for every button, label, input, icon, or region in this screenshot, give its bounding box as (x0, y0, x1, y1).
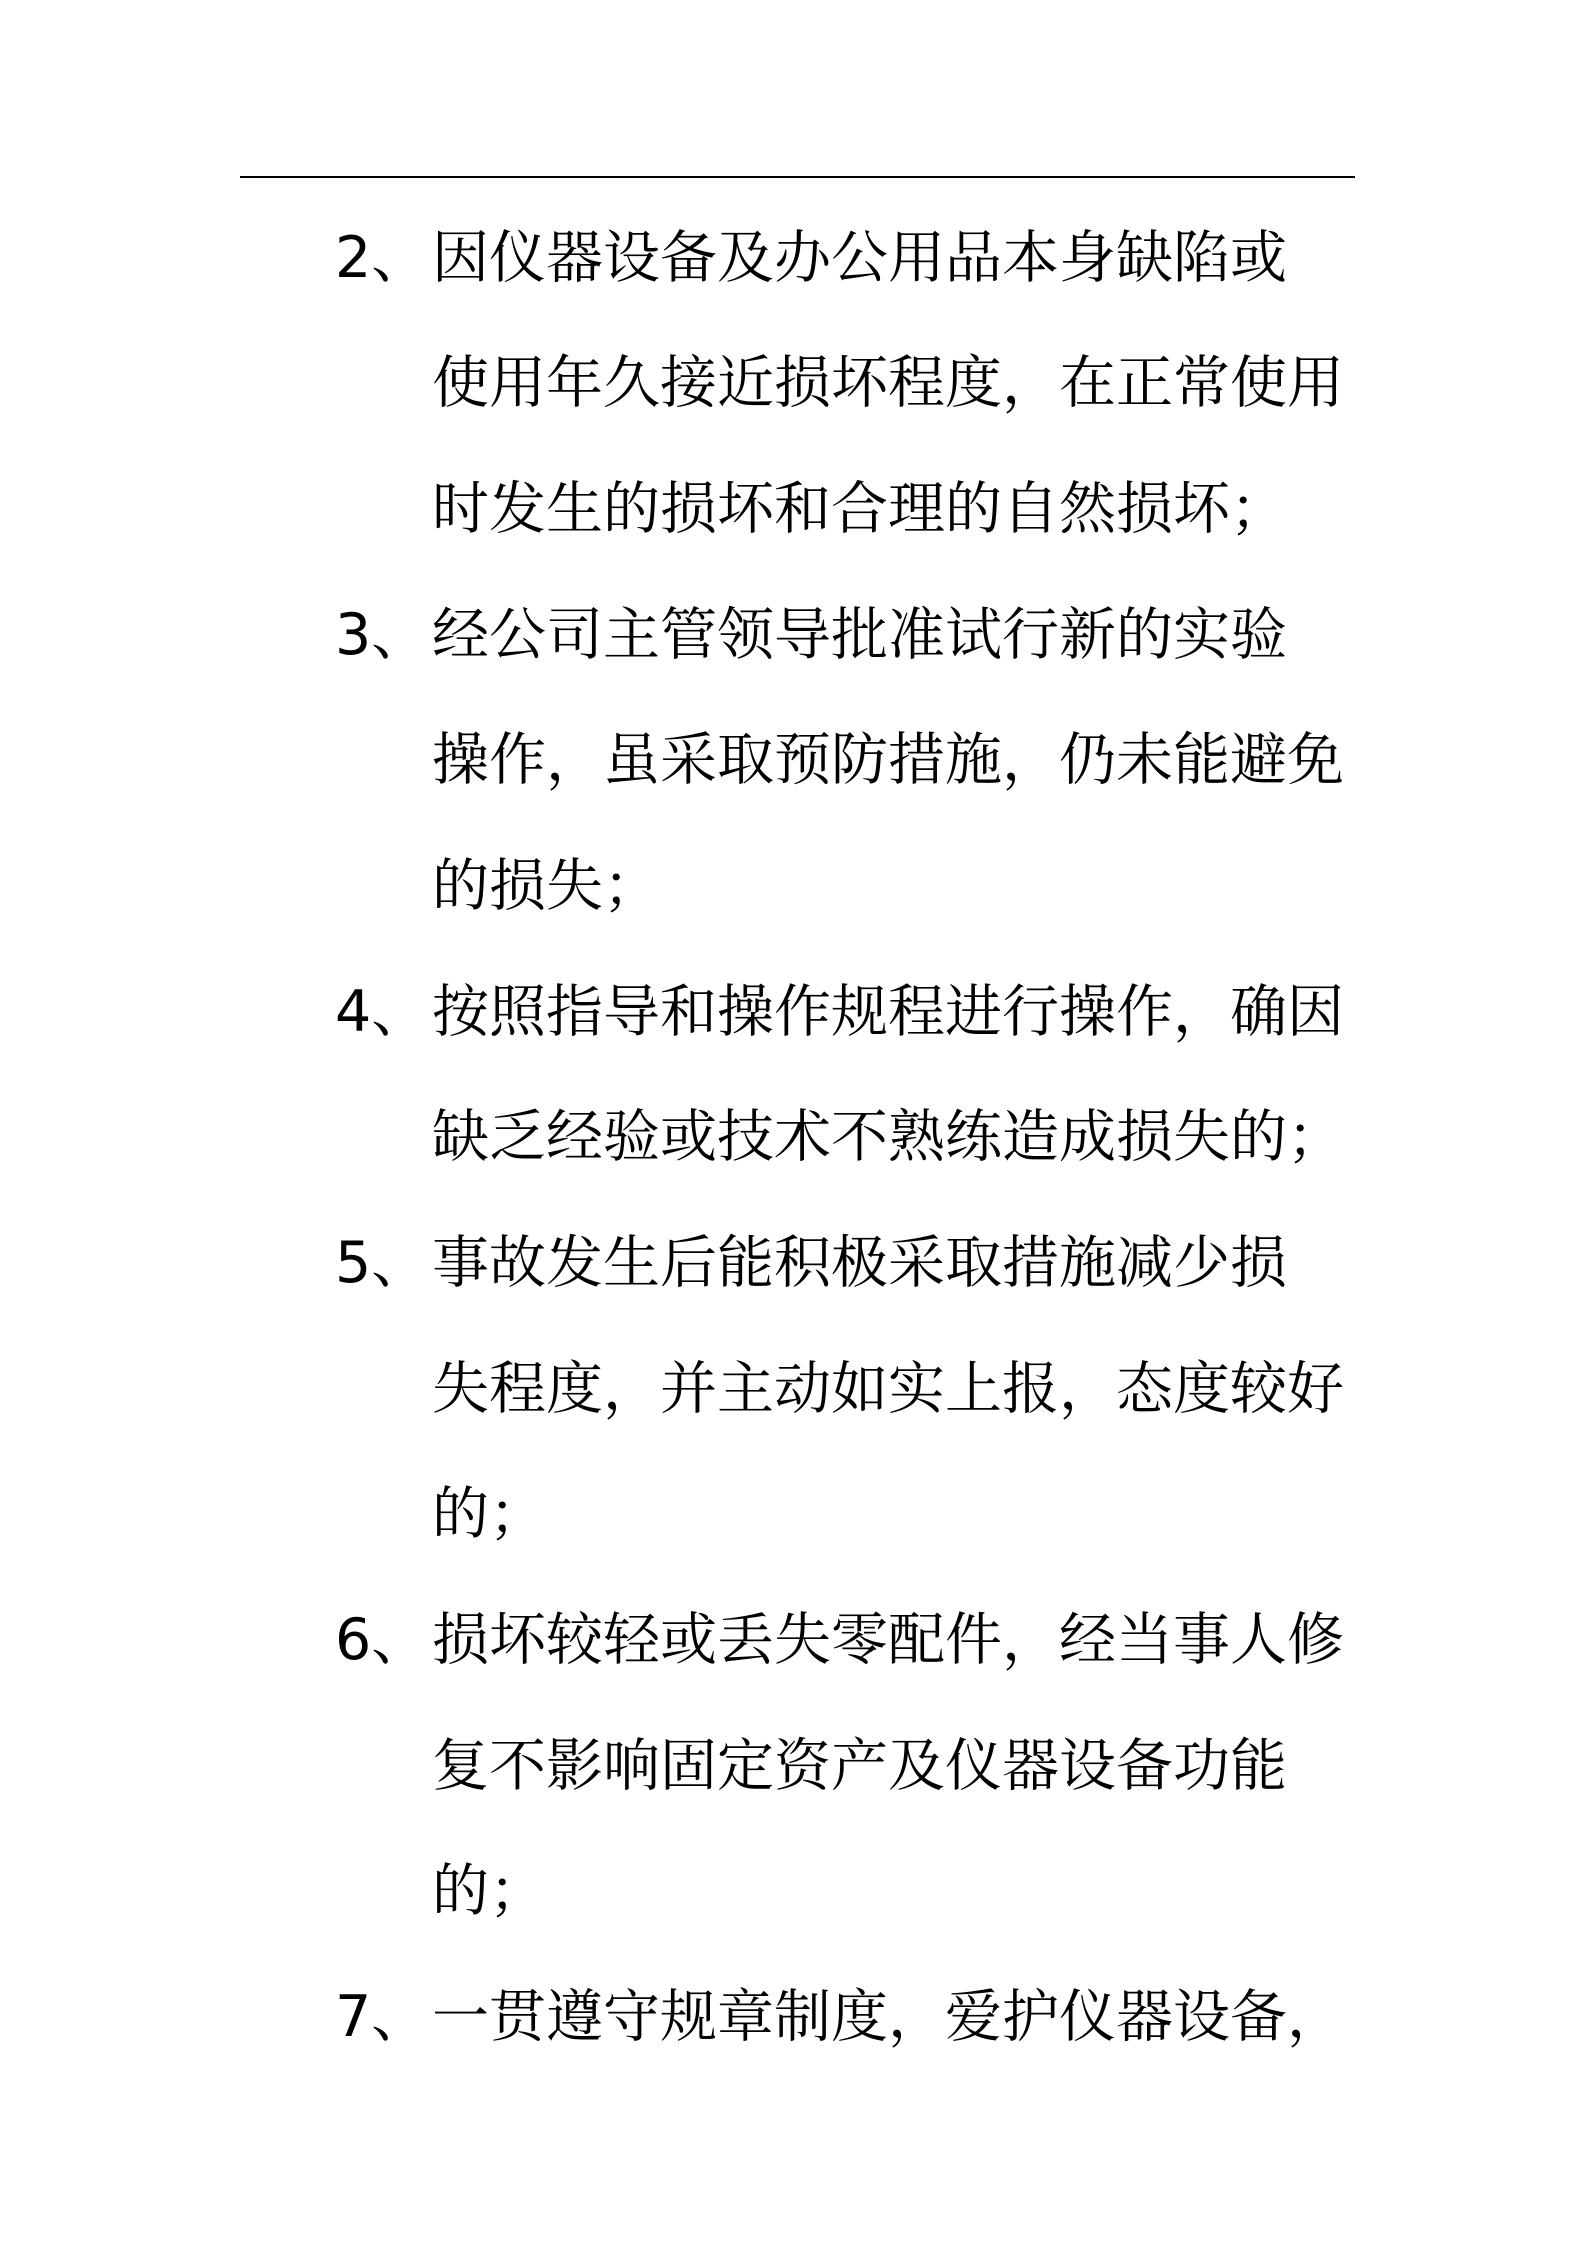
item-text-line: 缺乏经验或技术不熟练造成损失的； (432, 1104, 1344, 1170)
item-text-line: 的； (432, 1481, 546, 1547)
item-text-line: 事故发生后能积极采取措施减少损 (432, 1230, 1287, 1296)
item-number: 6、 (335, 1607, 429, 1673)
item-text-line: 使用年久接近损坏程度，在正常使用 (432, 350, 1344, 416)
item-text-line: 复不影响固定资产及仪器设备功能 (432, 1733, 1287, 1799)
item-text-line: 按照指导和操作规程进行操作，确因 (432, 979, 1344, 1045)
item-text-line: 失程度，并主动如实上报，态度较好 (432, 1356, 1344, 1422)
item-number: 3、 (335, 602, 429, 668)
item-text-line: 的； (432, 1858, 546, 1924)
item-number: 5、 (335, 1230, 429, 1296)
item-text-line: 操作，虽采取预防措施，仍未能避免 (432, 727, 1344, 793)
item-text-line: 的损失； (432, 853, 660, 919)
item-number: 4、 (335, 979, 429, 1045)
item-text-line: 因仪器设备及办公用品本身缺陷或 (432, 225, 1287, 291)
item-text-line: 时发生的损坏和合理的自然损坏； (432, 476, 1287, 542)
item-number: 2、 (335, 225, 429, 291)
item-text-line: 经公司主管领导批准试行新的实验 (432, 602, 1287, 668)
item-number: 7、 (335, 1984, 429, 2050)
item-text-line: 一贯遵守规章制度，爱护仪器设备， (432, 1984, 1344, 2050)
item-text-line: 损坏较轻或丢失零配件，经当事人修 (432, 1607, 1344, 1673)
